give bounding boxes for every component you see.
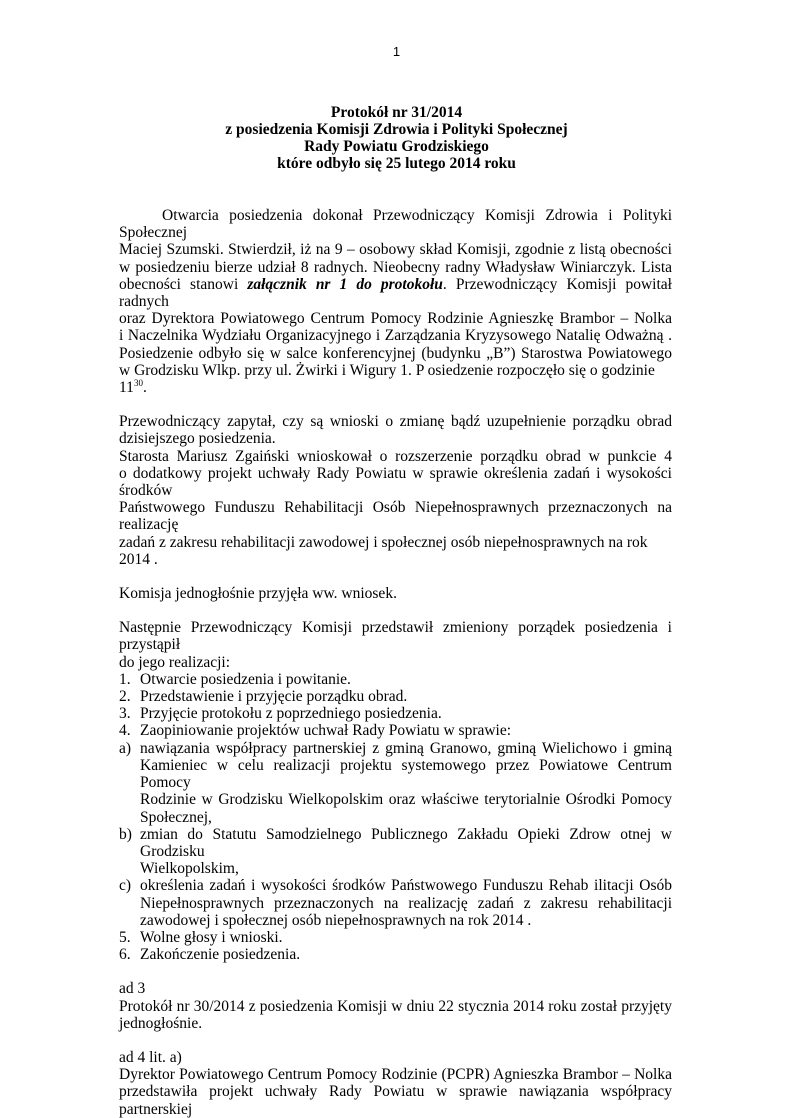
- text-line: w posiedzeniu bierze udział 8 radnych. Nieobecny radny Władysław Winiarczyk. Lista: [119, 258, 672, 276]
- agenda-list: [119, 671, 672, 963]
- text-line: Maciej Szumski. Stwierdził, iż na 9 – osobowy skład Komisji, zgodnie z listą obecności: [119, 241, 672, 259]
- list-number: 1.: [119, 670, 131, 688]
- list-text: Wolne głosy i wnioski.: [140, 928, 283, 946]
- title-line-4: które odbyło się 25 lutego 2014 roku: [277, 155, 516, 172]
- text-line: o dodatkowy projekt uchwały Rady Powiatu w sprawie określenia zadań i wysokości środków: [119, 464, 672, 500]
- text-line: Dyrektor Powiatowego Centrum Pomocy Rodzinie (PCPR) Agnieszka Brambor – Nolka: [119, 1066, 672, 1084]
- list-text: Przyjęcie protokołu z poprzedniego posiedzenia.: [140, 705, 442, 723]
- sub-list-item-c: [119, 877, 672, 929]
- paragraph-motion-accepted: Komisja jednogłośnie przyjęła ww. wniosek.: [119, 585, 397, 603]
- list-item: [119, 722, 672, 739]
- text-line: Niepełnosprawnych przeznaczonych na realizację zadań z zakresu rehabilitacji: [140, 894, 672, 912]
- text-line: zadań z zakresu rehabilitacji zawodowej i społecznej osób niepełnosprawnych na rok 2014 .: [119, 533, 648, 568]
- list-number: 2.: [119, 688, 131, 706]
- paragraph-opening: [119, 207, 672, 396]
- text-line: [119, 276, 672, 310]
- list-text: Otwarcie posiedzenia i powitanie.: [140, 670, 351, 688]
- list-number: 3.: [119, 705, 131, 723]
- text-line: [119, 362, 672, 396]
- list-letter: a): [119, 739, 132, 757]
- section-ad-3: [119, 980, 672, 1032]
- list-item: [119, 705, 672, 722]
- text-line: Kamieniec w celu realizacji projektu systemowego przez Powiatowe Centrum Pomocy: [140, 756, 672, 792]
- text-line: określenia zadań i wysokości środków Państwowego Funduszu Rehab ilitacji Osób: [140, 877, 672, 895]
- text-line: Państwowego Funduszu Rehabilitacji Osób Niepełnosprawnych przeznaczonych na realizację: [119, 499, 672, 534]
- text-line: Protokół nr 30/2014 z posiedzenia Komisji w dniu 22 stycznia 2014 roku został przyjęty: [119, 997, 672, 1015]
- text-line: Przewodniczący zapytał, czy są wnioski o zmianę bądź uzupełnienie porządku obrad: [119, 413, 672, 431]
- list-item: [119, 946, 672, 963]
- paragraph-agenda-question: [119, 413, 672, 568]
- page-number: 1: [392, 44, 401, 59]
- text-span: .: [142, 379, 147, 397]
- text-line: zmian do Statutu Samodzielnego Publicznego Zakładu Opieki Zdrow otnej w Grodzisku: [140, 825, 672, 860]
- text-line: do jego realizacji:: [119, 653, 231, 671]
- list-letter: c): [119, 877, 132, 895]
- attachment-reference: załącznik nr 1 do protokołu: [247, 275, 443, 293]
- time-superscript: 30: [133, 377, 143, 388]
- list-item: [119, 671, 672, 688]
- section-heading: ad 4 lit. a): [119, 1048, 182, 1066]
- text-line: przedstawiła projekt uchwały Rady Powiatu w sprawie nawiązania współpracy partnerskiej: [119, 1083, 672, 1118]
- text-line: Rodzinie w Grodzisku Wielkopolskim oraz właściwe terytorialnie Ośrodki Pomocy: [140, 791, 672, 809]
- section-ad-4a: [119, 1049, 672, 1118]
- text-line: Starosta Mariusz Zgaiński wnioskował o rozszerzenie porządku obrad w punkcie 4: [119, 447, 672, 465]
- title-line-3: Rady Powiatu Grodziskiego: [304, 138, 489, 155]
- text-span: . Przewodniczący Komisji powitał radnych: [119, 275, 672, 311]
- text-line: Społecznej,: [140, 808, 212, 826]
- text-line: zawodowej i społecznej osób niepełnosprawnych na rok 2014 .: [140, 911, 532, 929]
- text-line: Posiedzenie odbyło się w salce konferencyjnej (budynku „B”) Starostwa Powiatowego: [119, 344, 672, 362]
- list-number: 4.: [119, 722, 131, 740]
- document-title: [0, 104, 793, 172]
- list-item: [119, 929, 672, 946]
- text-span: obecności stanowi: [119, 275, 248, 293]
- document-body: [119, 207, 672, 1118]
- list-number: 5.: [119, 928, 131, 946]
- sub-list-item-a: [119, 740, 672, 826]
- sub-list-item-b: [119, 826, 672, 878]
- title-line-2: z posiedzenia Komisji Zdrowia i Polityki Społecznej: [225, 121, 568, 138]
- text-line: i Naczelnika Wydziału Organizacyjnego i Zarządzania Kryzysowego Natalię Odważną .: [119, 327, 672, 345]
- text-span: w Grodzisku Wlkp. przy ul. Żwirki i Wigury 1. P osiedzenie rozpoczęło się o godzinie 11: [119, 361, 655, 397]
- list-text: Zaopiniowanie projektów uchwał Rady Powiatu w sprawie:: [140, 722, 512, 740]
- text-line: dzisiejszego posiedzenia.: [119, 430, 276, 448]
- list-text: Zakończenie posiedzenia.: [140, 946, 301, 964]
- list-letter: b): [119, 825, 132, 843]
- text-line: jednogłośnie.: [119, 1014, 203, 1032]
- title-line-1: Protokół nr 31/2014: [330, 104, 463, 121]
- list-number: 6.: [119, 946, 131, 964]
- text-line: oraz Dyrektora Powiatowego Centrum Pomocy Rodzinie Agnieszkę Brambor – Nolka: [119, 310, 672, 328]
- list-text: Przedstawienie i przyjęcie porządku obrad.: [140, 688, 408, 706]
- text-line: Następnie Przewodniczący Komisji przedstawił zmieniony porządek posiedzenia i przystąpił: [119, 619, 672, 654]
- text-line: Otwarcia posiedzenia dokonał Przewodniczący Komisji Zdrowia i Polityki Społecznej: [119, 207, 672, 242]
- text-line: Wielkopolskim,: [140, 860, 239, 878]
- list-item: [119, 688, 672, 705]
- section-heading: ad 3: [119, 980, 146, 998]
- text-line: nawiązania współpracy partnerskiej z gminą Granowo, gminą Wielichowo i gminą: [140, 739, 672, 757]
